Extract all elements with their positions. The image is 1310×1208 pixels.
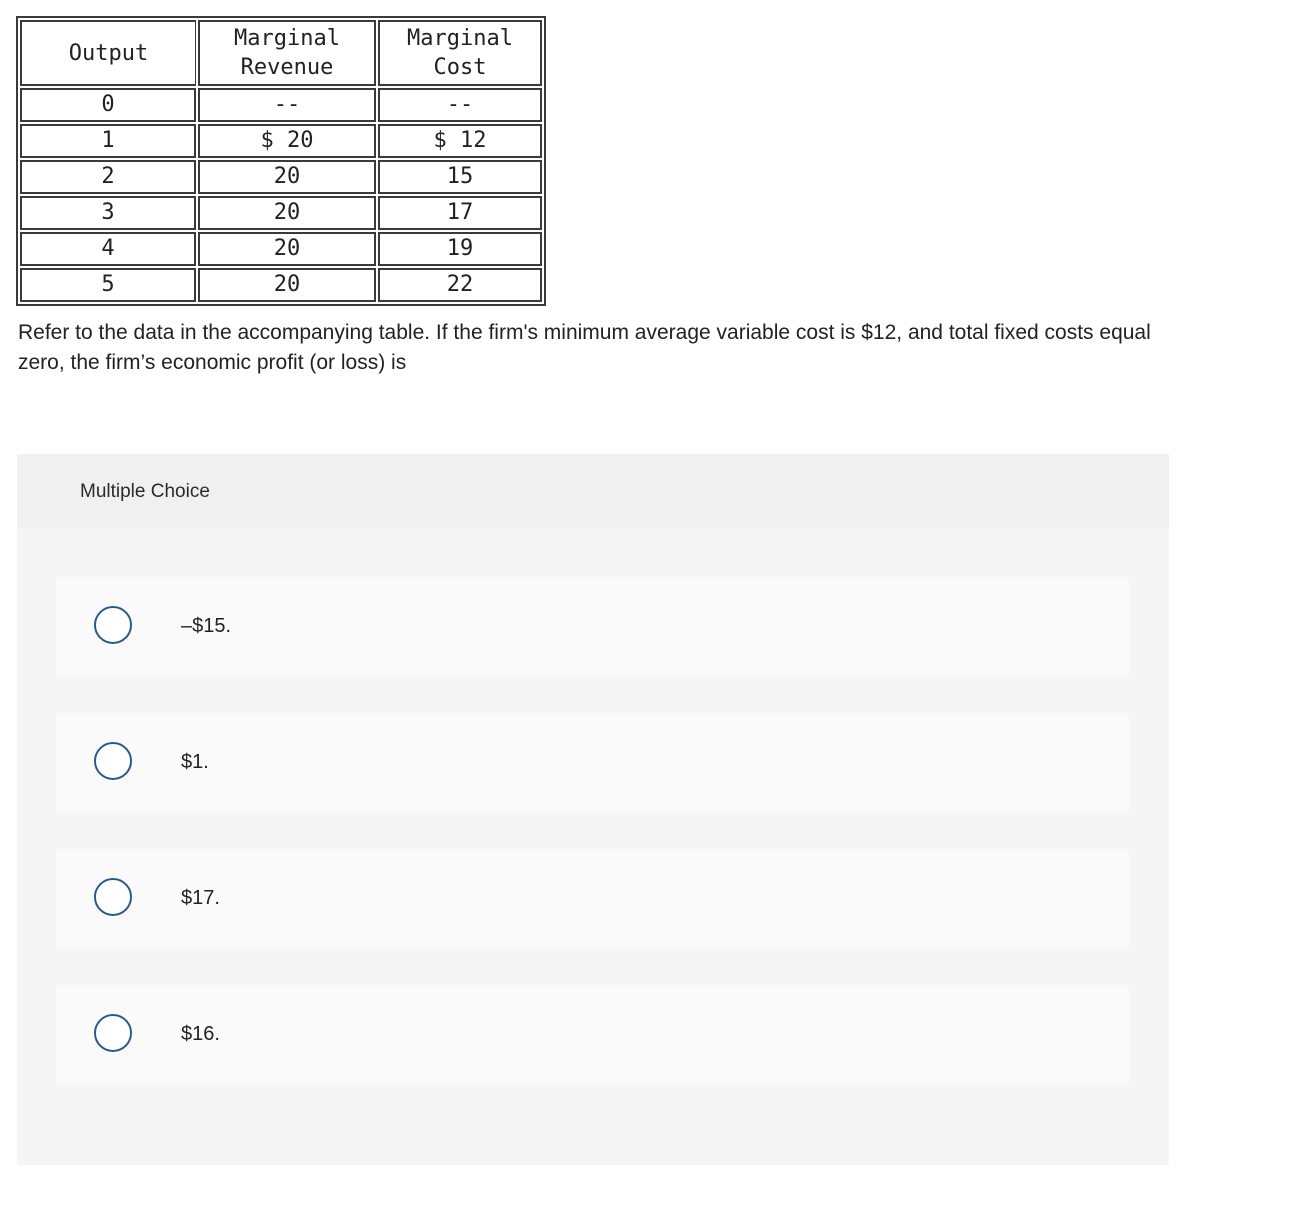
cell-marginal-cost: $ 12 — [378, 124, 542, 158]
header-mr-line-1: Marginal — [234, 26, 340, 51]
cell-output: 1 — [20, 124, 196, 158]
cell-marginal-cost: 15 — [378, 160, 542, 194]
header-mr-line-2: Revenue — [240, 55, 334, 80]
multiple-choice-header — [17, 454, 1169, 528]
header-marginal-cost — [378, 20, 542, 86]
radio-button[interactable] — [94, 606, 132, 644]
radio-button[interactable] — [94, 1014, 132, 1052]
cell-marginal-revenue: 20 — [198, 268, 376, 302]
cell-marginal-revenue: -- — [198, 88, 376, 122]
cell-marginal-revenue: $ 20 — [198, 124, 376, 158]
cell-marginal-cost: 17 — [378, 196, 542, 230]
header-output — [20, 20, 196, 86]
cell-output: 3 — [20, 196, 196, 230]
choice-label: $17. — [181, 887, 220, 909]
table-row — [20, 268, 542, 302]
table-row — [20, 232, 542, 266]
choice-label: $16. — [181, 1023, 220, 1045]
table-row — [20, 196, 542, 230]
choice-option-3[interactable] — [56, 849, 1129, 949]
choice-option-4[interactable] — [56, 985, 1129, 1085]
table-header-row — [20, 20, 542, 86]
radio-button[interactable] — [94, 878, 132, 916]
header-mc-line-1: Marginal — [407, 26, 513, 51]
multiple-choice-title: Multiple Choice — [80, 481, 210, 502]
header-mc-line-2: Cost — [433, 55, 487, 80]
question-text: Refer to the data in the accompanying table. If the firm's minimum average variable cost is $12, and total fixed costs equal zero, the firm’s economic profit (or loss) is — [18, 321, 1151, 374]
cell-marginal-revenue: 20 — [198, 160, 376, 194]
cell-output: 0 — [20, 88, 196, 122]
choice-option-1[interactable] — [56, 577, 1129, 677]
choice-option-2[interactable] — [56, 713, 1129, 813]
choice-label: $1. — [181, 751, 209, 773]
table-row — [20, 160, 542, 194]
header-output-line: Output — [68, 40, 149, 66]
cell-marginal-cost: 19 — [378, 232, 542, 266]
header-marginal-revenue — [198, 20, 376, 86]
multiple-choice-panel — [17, 454, 1169, 1165]
cell-marginal-cost: 22 — [378, 268, 542, 302]
cell-output: 2 — [20, 160, 196, 194]
table-row — [20, 88, 542, 122]
table-row — [20, 124, 542, 158]
cell-output: 5 — [20, 268, 196, 302]
choice-label: –$15. — [181, 615, 232, 637]
cell-output: 4 — [20, 232, 196, 266]
cell-marginal-revenue: 20 — [198, 196, 376, 230]
data-table — [16, 16, 546, 306]
radio-button[interactable] — [94, 742, 132, 780]
cell-marginal-revenue: 20 — [198, 232, 376, 266]
cell-marginal-cost: -- — [378, 88, 542, 122]
